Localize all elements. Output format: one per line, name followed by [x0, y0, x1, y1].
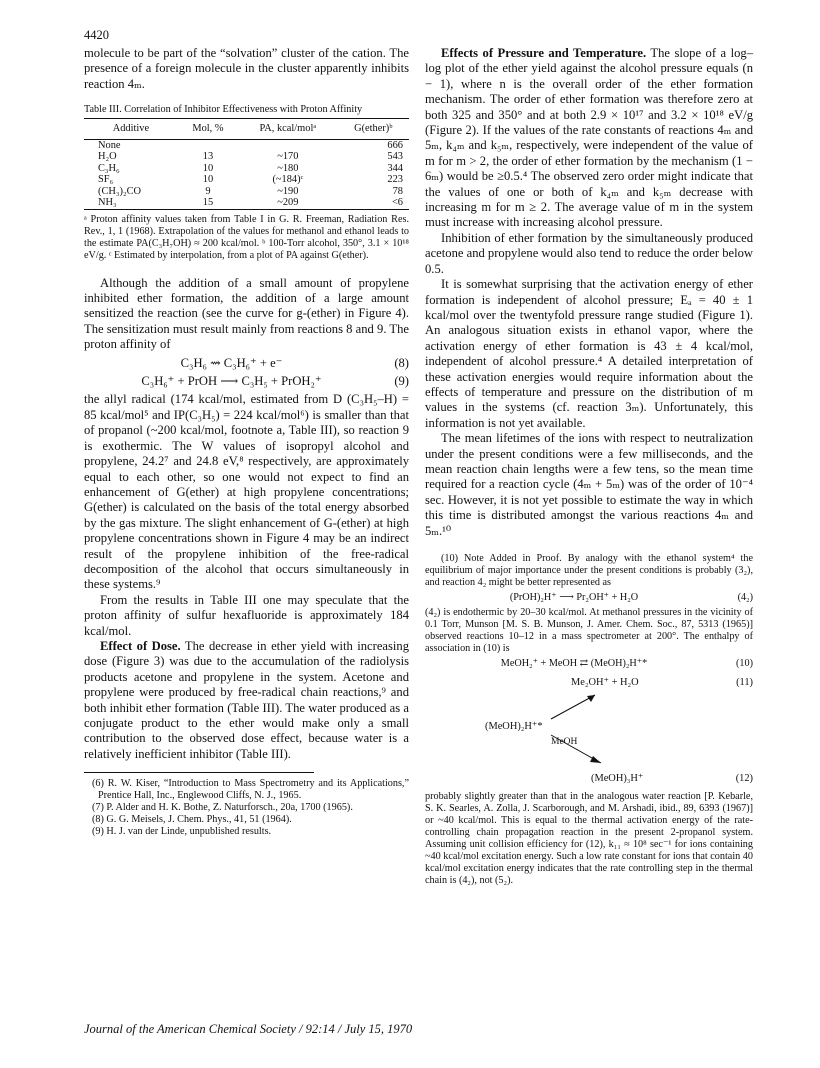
equation-body: (PrOH)₂H⁺ ⟶ Pr₂OH⁺ + H₂O [509, 592, 639, 603]
equation-9 [84, 374, 409, 389]
left-column [84, 46, 409, 838]
journal-footer: Journal of the American Chemical Society / 92:14 / July 15, 1970 [84, 1022, 413, 1036]
table-cell: None [98, 139, 121, 151]
para-propylene: Although the addition of a small amount of propylene inhibited ether formation, the addition of a large amount sensitized the reaction (see the curve for g-(ether) in Figure 4). The sensitization must result mainly from reactions 8 and 9. The proton affinity of [84, 275, 409, 352]
references-rule [84, 772, 314, 773]
table-cell [238, 139, 338, 151]
scheme-reagent: MeOH [551, 737, 578, 747]
table-cell: ~190 [277, 185, 299, 197]
equation-number: (11) [736, 677, 753, 688]
table-row [84, 186, 409, 198]
table-header: G(ether)ᵇ [354, 123, 393, 135]
para-pressure-temperature [425, 46, 753, 231]
right-column [425, 46, 753, 887]
table-cell: ~170 [277, 151, 299, 163]
table-row [84, 151, 409, 163]
table-cell: 223 [387, 174, 403, 186]
scheme-arrows [425, 673, 753, 791]
equation-number: (10) [736, 658, 753, 669]
reference-item: (9) H. J. van der Linde, unpublished results. [92, 826, 272, 838]
table-footnote: ᵃ Proton affinity values taken from Table I in G. R. Freeman, Radiation Res. Rev., 1, 1 (1968). Extrapolation of the values for methanol and ethanol leads to the estimate PA(C₃H₇OH) ≈ 200 kcal/mol. ᵇ 100-Torr alcohol, 350°, 3.1 × 10¹⁸ eV/g. ᶜ Estimated by interpolation, from a plot of PA against G(ether). [84, 213, 409, 261]
table-iii [84, 118, 409, 209]
scheme-center: (MeOH)₂H⁺* [485, 721, 543, 732]
equation-body: C₃H₆⁺ + PrOH ⟶ C₃H₅ + PrOH₂⁺ [141, 374, 322, 389]
table-row [84, 139, 409, 151]
table-cell: (~184)ᶜ [272, 174, 304, 186]
page-number: 4420 [84, 28, 109, 42]
para-pt-text: The slope of a log–log plot of the ether yield against the alcohol pressure equals (n − 1), where n is the overall order of the ether formation mechanism. The order of ether formation was therefore zero at both 325 and 350° and at both 2.9 × 10¹⁷ and 3.2 × 10¹⁸ eV/g (Figure 2). If the values of the rate constants of reactions 4ₘ and 5ₘ, k₄ₘ and k₅ₘ, respectively, were independent of the value of m for m > 2, the order of ether formation by the mechanism (1 − 6ₘ) would be ≥0.5.⁴ The observed zero order might indicate that the values of one or both of k₄ₘ and k₅ₘ decrease with increasing m for m ≥ 2. The average value of m in the system must increase with increasing alcohol pressure. [425, 46, 754, 230]
table-cell: 10 [202, 162, 214, 174]
para-dose [84, 639, 409, 762]
table-cell: 543 [387, 151, 403, 163]
reaction-scheme [425, 673, 753, 791]
arrow-up [551, 695, 595, 719]
section-heading-pressure: Effects of Pressure and Temperature. [441, 46, 647, 60]
para-activation: It is somewhat surprising that the activation energy of ether formation is independent of alcohol pressure; Eₐ = 40 ± 1 kcal/mol over the twentyfold pressure range studied (Figure 1). An analogous situation exists in ethanol vapor, where the activation energy of ether formation is 43 ± 4 kcal/mol, independent of alcohol pressure.⁴ A detailed interpretation of these activation energies would require information about the effects of temperature and pressure on the distribution of m values in the systems (cf. reaction 3ₘ). Unfortunately, this information is not yet available. [425, 277, 753, 430]
para-inhibition: Inhibition of ether formation by the simultaneously produced acetone and propylene would also tend to reduce the order below 0.5. [425, 230, 754, 276]
section-heading-dose: Effect of Dose. [100, 638, 181, 653]
table-cell: (CH₃)₂CO [98, 185, 142, 197]
equation-body: MeOH₂⁺ + MeOH ⇄ (MeOH)₂H⁺* [500, 658, 648, 669]
table-cell: 15 [202, 197, 214, 209]
reference-item: (7) P. Alder and H. K. Bothe, Z. Naturforsch., 20a, 1700 (1965). [92, 802, 353, 814]
table-cell: 78 [392, 185, 403, 197]
table-cell: NH₃ [98, 197, 117, 209]
para-allyl: the allyl radical (174 kcal/mol, estimated from D (C₃H₅–H) = 85 kcal/mol⁵ and IP(C₃H₅) = 224 kcal/mol⁶) is smaller than that of propanol (~200 kcal/mol, footnote a, Table III), so reaction 9 is exothermic. The W values of isopropyl alcohol and propylene, 24.2⁷ and 24.8 eV,⁸ respectively, are approximately equal to each other, so one would not expect to find an enhancement of G(ether) at high propylene concentrations; G(ether) is calculated on the basis of the total energy absorbed by the gas mixture. The slight enhancement of G-(ether) at high propylene concentrations shown in Figure 4 may be an indirect result of the propylene inhibition of the free-radical decomposition of the alcohol that occurs simultaneously in these systems.⁹ [84, 392, 409, 592]
table-row [84, 197, 409, 209]
table-cell: SF₆ [98, 174, 114, 186]
equation-number: (8) [394, 355, 409, 370]
arrowhead-down [590, 756, 601, 763]
table-cell: 344 [387, 162, 403, 174]
table-header: Additive [112, 123, 150, 135]
equation-8 [84, 356, 409, 371]
table-cell: H₂O [98, 151, 117, 163]
table-cell: 9 [205, 185, 211, 197]
table-header: Mol, % [192, 123, 224, 135]
table-cell [178, 139, 238, 151]
note-middle: (4₂) is endothermic by 20–30 kcal/mol. At methanol pressures in the vicinity of 0.1 Torr, Munson [M. S. B. Munson, J. Amer. Chem. Soc., 87, 5313 (1965)] observed reactions 10–12 in a mass spectrometer at 200°. The enthalpy of association in (10) is [425, 607, 753, 654]
table-cell: ~180 [277, 162, 299, 174]
table-cell: 13 [202, 151, 214, 163]
equation-4-2 [425, 592, 753, 604]
table-row [84, 163, 409, 175]
equation-number: (12) [735, 773, 753, 784]
equation-10 [425, 658, 753, 670]
reference-item: (6) R. W. Kiser, “Introduction to Mass Spectrometry and its Applications,” Prentice Hall, Inc., Englewood Cliffs, N. J., 1965. [92, 778, 409, 802]
table-cell: <6 [391, 197, 403, 209]
reference-item: (8) G. G. Meisels, J. Chem. Phys., 41, 51 (1964). [92, 814, 292, 826]
references [84, 778, 409, 838]
para-sf6: From the results in Table III one may speculate that the proton affinity of sulfur hexafluoride is approximately 184 kcal/mol. [84, 592, 409, 638]
para-lifetime: The mean lifetimes of the ions with respect to neutralization under the present conditions were a few milliseconds, and the mean reaction chain lengths were a few tens, so the mean time required for a reaction cycle (4ₘ + 5ₘ) was of the order of 10⁻⁴ sec. However, it is not yet possible to estimate the way in which this time is distributed amongst the various reactions 4ₘ and 5ₘ.¹⁰ [425, 431, 753, 538]
note-end: probably slightly greater than that in the analogous water reaction [P. Kebarle, S. K. Searles, A. Zolla, J. Scarborough, and M. Arshadi, ibid., 89, 6393 (1967)] or ~40 kcal/mol. This is equal to the thermal activation energy of the rate-controlling chain propagation reaction in the present 2-propanol system. Assuming unit collision efficiency for (12), k₁₁ ≈ 10⁸ sec⁻¹ for ions containing ~40 kcal/mol excitation energy. Such a low rate constant for ions that contain 40 kcal/mol excitation energy indicates that the rate controlling step in the thermal chain is (4₂), not (5₂). [425, 791, 753, 886]
table-header: PA, kcal/molᵃ [259, 123, 317, 135]
table-caption: Table III. Correlation of Inhibitor Effectiveness with Proton Affinity [84, 104, 363, 116]
table-cell: 10 [202, 174, 214, 186]
note-added-in-proof: (10) Note Added in Proof. By analogy with the ethanol system⁴ the equilibrium of major importance under the present conditions is probably (3₂), and reaction 4₂ might be better represented as [425, 553, 753, 588]
table-cell: ~209 [277, 197, 299, 209]
equation-body: C₃H₆ ⇝ C₃H₆⁺ + e⁻ [180, 355, 283, 370]
table-header-row [84, 119, 409, 139]
para-dose-text: The decrease in ether yield with increasing dose (Figure 3) was due to the accumulation of the radiolysis products acetone and propylene in the system. Acetone and propylene were produced by free-radical chain reactions,⁹ and both inhibit ether formation (Table III). The water produced as a conjugate product to the ether would make only a small contribution to the observed dose effect, because water is a relatively inefficient inhibitor (Table III). [84, 638, 410, 761]
para-intro: molecule to be part of the “solvation” cluster of the cation. The presence of a foreign molecule in the cluster apparently inhibits reaction 4ₘ. [84, 46, 409, 91]
equation-number: (4₂) [737, 592, 753, 603]
table-row [84, 174, 409, 186]
table-cell: C₃H₆ [98, 162, 120, 174]
table-cell: 666 [387, 139, 403, 151]
scheme-product-11: Me₂OH⁺ + H₂O [571, 677, 639, 688]
scheme-product-12: (MeOH)₃H⁺ [591, 773, 644, 784]
equation-number: (9) [394, 374, 409, 389]
